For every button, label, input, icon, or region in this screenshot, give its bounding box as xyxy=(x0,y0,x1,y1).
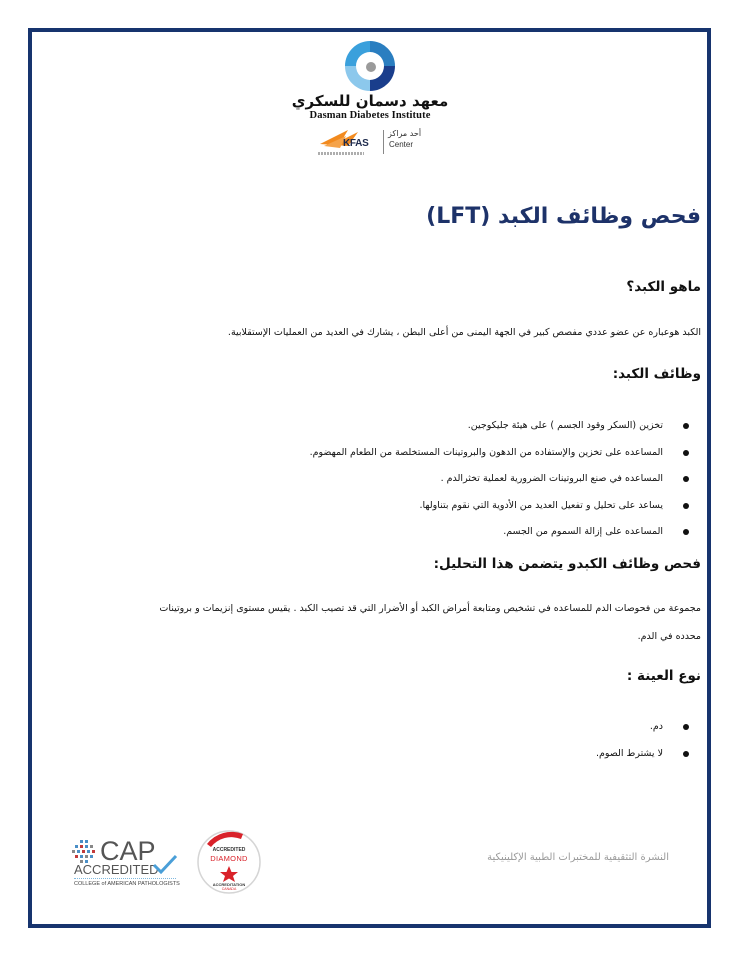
heading-test-includes: فحص وظائف الكبدو يتضمن هذا التحليل: xyxy=(433,556,701,572)
checkmark-icon xyxy=(152,854,178,874)
badge-level: DIAMOND xyxy=(210,854,248,863)
kfas-center-english: Center xyxy=(389,140,414,149)
badge-country: CANADA xyxy=(221,887,237,891)
logo-english-name: Dasman Diabetes Institute xyxy=(309,110,431,121)
cap-accredited-label: ACCREDITED xyxy=(74,862,159,877)
bullet-icon xyxy=(683,423,689,429)
cap-title: CAP xyxy=(100,836,156,866)
heading-what-is-liver: ماهو الكبد؟ xyxy=(626,279,701,295)
list-item: المساعده على تخزين والإستفاده من الدهون والبروتينات المستخلصة من الطعام المهضوم. xyxy=(310,444,701,471)
cap-divider xyxy=(74,878,176,880)
bullet-icon xyxy=(683,450,689,456)
list-item: المساعده على إزالة السموم من الجسم. xyxy=(310,523,701,550)
heading-sample-type: نوع العينة : xyxy=(626,668,701,684)
kfas-subtitle xyxy=(318,152,364,155)
bullet-icon xyxy=(683,476,689,482)
list-item: لا يشترط الصوم. xyxy=(596,745,701,772)
heading-liver-functions: وظائف الكبد: xyxy=(612,366,701,382)
list-item: يساعد على تحليل و تفعيل العديد من الأدوية التي نقوم بتناولها. xyxy=(310,497,701,524)
cap-accredited-logo xyxy=(72,838,182,893)
logo-arabic-name: معهد دسمان للسكري xyxy=(291,92,449,110)
accreditation-diamond-badge xyxy=(197,830,261,894)
list-item: المساعده في صنع البروتينات الضرورية لعملية تخثرالدم . xyxy=(310,470,701,497)
paragraph-liver-definition: الكبد هوعباره عن عضو عددي مفصص كبير في الجهة اليمنى من أعلى البطن ، يشارك في العديد من العمليات الإستقلابية. xyxy=(227,327,701,338)
list-item: دم. xyxy=(596,718,701,745)
sample-type-list xyxy=(596,718,701,771)
liver-functions-list xyxy=(310,417,701,550)
kfas-divider xyxy=(383,130,384,154)
bullet-icon xyxy=(683,724,689,730)
badge-org: ACCREDITATION xyxy=(212,882,246,887)
bullet-icon xyxy=(683,503,689,509)
document-title: فحص وظائف الكبد (LFT) xyxy=(426,204,701,229)
kfas-label: KFAS xyxy=(343,138,369,149)
kfas-center-arabic: أحد مراكز xyxy=(388,129,422,138)
list-item: تخزين (السكر وقود الجسم ) على هيئة جليكوجين. xyxy=(310,417,701,444)
bullet-icon xyxy=(683,751,689,757)
paragraph-test-description-line1: مجموعة من فحوصات الدم للمساعده في تشخيص ومتابعة أمراض الكبد أو الأضرار التي قد تصيب الكبد . يقيس مستوى إنزيمات و بروتينات xyxy=(159,603,701,614)
badge-accredited-label: ACCREDITED xyxy=(212,847,246,853)
dasman-logo-icon xyxy=(344,40,396,92)
bullet-icon xyxy=(683,529,689,535)
cap-org-name: COLLEGE of AMERICAN PATHOLOGISTS xyxy=(74,881,180,887)
footer-caption: النشرة التثقيفية للمختبرات الطبية الإكلينيكية xyxy=(487,852,669,863)
paragraph-test-description-line2: محدده في الدم. xyxy=(637,631,701,642)
